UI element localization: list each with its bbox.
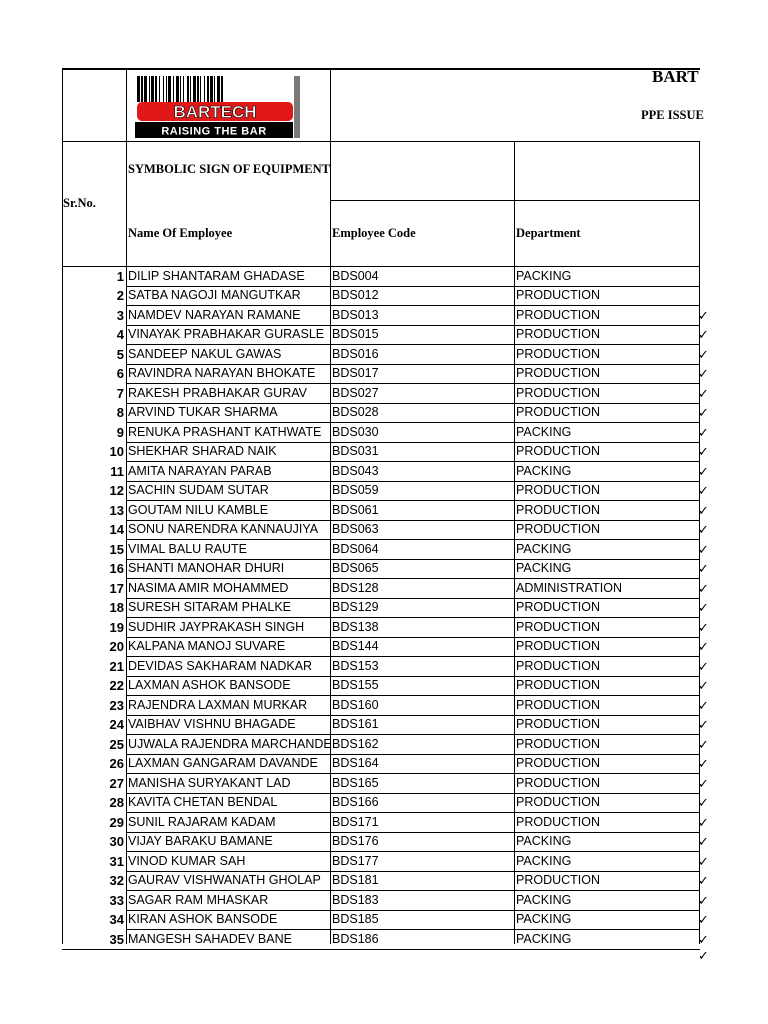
row-srno: 4: [116, 327, 124, 342]
row-employee-code: BDS016: [332, 346, 379, 361]
row-check-icon: ✓: [698, 775, 709, 791]
row-department: PACKING: [516, 424, 572, 439]
row-employee-name: RENUKA PRASHANT KATHWATE: [128, 424, 322, 439]
row-department: PRODUCTION: [516, 814, 601, 829]
row-srno: 33: [109, 892, 124, 908]
row-srno: 20: [109, 639, 124, 654]
row-check-icon: ✓: [698, 912, 709, 927]
row-employee-code: BDS064: [332, 541, 379, 556]
row-employee-code: BDS028: [332, 405, 379, 419]
company-title: BART: [652, 67, 699, 86]
bartech-logo: [131, 72, 304, 140]
row-employee-name: MANGESH SAHADEV BANE: [128, 931, 292, 946]
row-srno: 10: [109, 444, 124, 459]
row-check-icon: ✓: [698, 561, 709, 576]
row-srno: 15: [109, 541, 124, 557]
row-employee-name: SATBA NAGOJI MANGUTKAR: [128, 288, 301, 302]
column-header-department: Department: [516, 226, 581, 240]
row-srno: 8: [116, 405, 124, 420]
row-department: PRODUCTION: [516, 756, 601, 770]
row-check-icon: ✓: [698, 600, 709, 615]
row-srno: 23: [109, 697, 124, 713]
row-employee-name: KIRAN ASHOK BANSODE: [128, 912, 278, 926]
row-employee-name: VINOD KUMAR SAH: [128, 853, 246, 868]
row-check-icon: ✓: [698, 697, 709, 713]
row-employee-code: BDS153: [332, 658, 379, 673]
row-department: PRODUCTION: [516, 483, 601, 497]
row-srno: 28: [109, 795, 124, 810]
row-employee-code: BDS186: [332, 931, 379, 946]
row-employee-code: BDS165: [332, 775, 379, 790]
logo-brand-text: BARTECH: [173, 102, 257, 122]
row-employee-code: BDS043: [332, 463, 379, 478]
row-department: PRODUCTION: [516, 775, 601, 790]
row-srno: 7: [116, 385, 124, 401]
trailing-check-icon: ✓: [698, 948, 709, 963]
row-check-icon: ✓: [698, 853, 709, 869]
row-check-icon: ✓: [698, 327, 709, 342]
row-srno: 31: [109, 853, 124, 869]
row-department: PACKING: [516, 561, 572, 575]
barcode-icon: [137, 76, 223, 102]
row-employee-code: BDS061: [332, 502, 379, 517]
row-department: PRODUCTION: [516, 619, 601, 634]
row-check-icon: ✓: [698, 483, 709, 498]
row-employee-code: BDS166: [332, 795, 379, 809]
row-srno: 13: [109, 502, 124, 518]
column-header-code: Employee Code: [332, 226, 416, 240]
row-employee-name: LAXMAN ASHOK BANSODE: [128, 678, 291, 692]
row-srno: 12: [109, 483, 124, 498]
row-employee-name: NAMDEV NARAYAN RAMANE: [128, 307, 301, 322]
row-department: PACKING: [516, 912, 572, 926]
row-check-icon: ✓: [698, 580, 709, 596]
row-employee-code: BDS015: [332, 327, 379, 341]
row-srno: 30: [109, 834, 124, 849]
row-employee-code: BDS012: [332, 288, 379, 302]
row-employee-code: BDS160: [332, 697, 379, 712]
row-srno: 19: [109, 619, 124, 635]
row-employee-name: VINAYAK PRABHAKAR GURASLE: [128, 327, 325, 341]
row-department: PRODUCTION: [516, 678, 601, 692]
row-check-icon: ✓: [698, 385, 709, 401]
column-header-name: Name Of Employee: [128, 226, 233, 240]
row-check-icon: ✓: [698, 931, 709, 947]
row-employee-name: SANDEEP NAKUL GAWAS: [128, 346, 282, 361]
row-employee-name: GAURAV VISHWANATH GHOLAP: [128, 873, 321, 887]
header-divider: [62, 141, 700, 142]
row-employee-code: BDS176: [332, 834, 379, 848]
row-check-icon: ✓: [698, 619, 709, 635]
row-srno: 35: [109, 931, 124, 947]
row-department: PRODUCTION: [516, 697, 601, 712]
row-department: ADMINISTRATION: [516, 580, 623, 595]
row-employee-name: RAKESH PRABHAKAR GURAV: [128, 385, 307, 400]
symbolic-sign-label: SYMBOLIC SIGN OF EQUIPMENT: [128, 162, 330, 176]
col-code-divider: [514, 142, 515, 944]
row-check-icon: ✓: [698, 736, 709, 752]
row-employee-name: SUDHIR JAYPRAKASH SINGH: [128, 619, 305, 634]
row-check-icon: ✓: [698, 795, 709, 810]
row-employee-name: ARVIND TUKAR SHARMA: [128, 405, 278, 419]
row-srno: 17: [109, 580, 124, 596]
row-employee-name: SAGAR RAM MHASKAR: [128, 892, 269, 907]
row-check-icon: ✓: [698, 834, 709, 849]
row-department: PRODUCTION: [516, 307, 601, 322]
row-employee-name: SACHIN SUDAM SUTAR: [128, 483, 269, 497]
row-department: PRODUCTION: [516, 717, 601, 731]
row-employee-name: UJWALA RAJENDRA MARCHANDE: [128, 736, 332, 751]
row-employee-code: BDS063: [332, 522, 379, 536]
row-employee-code: BDS059: [332, 483, 379, 497]
row-employee-code: BDS004: [332, 268, 379, 283]
row-employee-code: BDS129: [332, 600, 379, 614]
row-employee-code: BDS162: [332, 736, 379, 751]
row-employee-name: LAXMAN GANGARAM DAVANDE: [128, 756, 318, 770]
row-employee-name: DEVIDAS SAKHARAM NADKAR: [128, 658, 313, 673]
row-department: PACKING: [516, 541, 572, 556]
row-employee-code: BDS185: [332, 912, 379, 926]
row-department: PACKING: [516, 853, 572, 868]
row-srno: 9: [116, 424, 124, 440]
row-check-icon: ✓: [698, 307, 709, 323]
row-check-icon: ✓: [698, 541, 709, 557]
row-srno: 25: [109, 736, 124, 752]
row-employee-code: BDS030: [332, 424, 379, 439]
row-check-icon: ✓: [698, 522, 709, 537]
row-srno: 16: [109, 561, 124, 576]
logo-tagline-text: RAISING THE BAR: [161, 125, 267, 138]
row-check-icon: ✓: [698, 814, 709, 830]
row-department: PRODUCTION: [516, 366, 601, 380]
row-employee-code: BDS013: [332, 307, 379, 322]
row-department: PACKING: [516, 463, 572, 478]
row-department: PRODUCTION: [516, 327, 601, 341]
row-srno: 29: [109, 814, 124, 830]
symbolic-divider: [330, 200, 700, 201]
table-top-border: [62, 68, 700, 70]
row-srno: 3: [116, 307, 124, 323]
column-header-srno: Sr.No.: [63, 196, 96, 210]
row-employee-code: BDS164: [332, 756, 379, 770]
row-check-icon: ✓: [698, 892, 709, 908]
row-srno: 1: [116, 268, 124, 284]
row-employee-name: VAIBHAV VISHNU BHAGADE: [128, 717, 296, 731]
row-employee-name: SHEKHAR SHARAD NAIK: [128, 444, 277, 458]
row-employee-name: SONU NARENDRA KANNAUJIYA: [128, 522, 319, 536]
row-department: PACKING: [516, 931, 572, 946]
row-employee-code: BDS171: [332, 814, 379, 829]
row-employee-name: NASIMA AMIR MOHAMMED: [128, 580, 289, 595]
row-employee-name: SURESH SITARAM PHALKE: [128, 600, 292, 614]
row-srno: 32: [109, 873, 124, 888]
row-department: PACKING: [516, 268, 572, 283]
row-check-icon: ✓: [698, 717, 709, 732]
row-employee-name: VIJAY BARAKU BAMANE: [128, 834, 273, 848]
row-department: PRODUCTION: [516, 444, 601, 458]
row-department: PRODUCTION: [516, 288, 601, 302]
row-department: PRODUCTION: [516, 522, 601, 536]
row-check-icon: ✓: [698, 639, 709, 654]
row-department: PRODUCTION: [516, 346, 601, 361]
row-employee-name: DILIP SHANTARAM GHADASE: [128, 268, 305, 283]
row-department: PRODUCTION: [516, 639, 601, 653]
row-department: PRODUCTION: [516, 736, 601, 751]
row-check-icon: ✓: [698, 873, 709, 888]
row-employee-code: BDS161: [332, 717, 379, 731]
row-department: PRODUCTION: [516, 658, 601, 673]
row-srno: 24: [109, 717, 124, 732]
row-employee-code: BDS138: [332, 619, 379, 634]
row-srno: 22: [109, 678, 124, 693]
row-check-icon: ✓: [698, 463, 709, 479]
row-employee-name: AMITA NARAYAN PARAB: [128, 463, 272, 478]
row-employee-code: BDS144: [332, 639, 379, 653]
row-check-icon: ✓: [698, 756, 709, 771]
row-employee-name: GOUTAM NILU KAMBLE: [128, 502, 269, 517]
row-srno: 34: [109, 912, 124, 927]
row-employee-code: BDS128: [332, 580, 379, 595]
row-srno: 26: [109, 756, 124, 771]
row-check-icon: ✓: [698, 366, 709, 381]
row-department: PRODUCTION: [516, 385, 601, 400]
row-check-icon: ✓: [698, 444, 709, 459]
table-bottom-border: [62, 949, 700, 950]
row-employee-code: BDS183: [332, 892, 379, 907]
row-employee-name: KAVITA CHETAN BENDAL: [128, 795, 278, 809]
row-srno: 27: [109, 775, 124, 791]
row-department: PRODUCTION: [516, 405, 601, 419]
row-employee-name: MANISHA SURYAKANT LAD: [128, 775, 291, 790]
row-employee-name: VIMAL BALU RAUTE: [128, 541, 248, 556]
row-srno: 18: [109, 600, 124, 615]
row-check-icon: ✓: [698, 658, 709, 674]
row-employee-name: KALPANA MANOJ SUVARE: [128, 639, 286, 653]
row-department: PRODUCTION: [516, 502, 601, 517]
row-employee-name: SHANTI MANOHAR DHURI: [128, 561, 285, 575]
row-check-icon: ✓: [698, 405, 709, 420]
row-srno: 21: [109, 658, 124, 674]
row-check-icon: ✓: [698, 424, 709, 440]
row-department: PRODUCTION: [516, 873, 601, 887]
row-employee-code: BDS017: [332, 366, 379, 380]
row-department: PACKING: [516, 892, 572, 907]
row-srno: 5: [116, 346, 124, 362]
row-srno: 14: [109, 522, 124, 537]
row-employee-code: BDS031: [332, 444, 379, 458]
row-srno: 6: [116, 366, 124, 381]
row-department: PRODUCTION: [516, 600, 601, 614]
row-department: PRODUCTION: [516, 795, 601, 809]
row-srno: 2: [116, 288, 124, 303]
row-employee-name: RAJENDRA LAXMAN MURKAR: [128, 697, 308, 712]
row-employee-code: BDS177: [332, 853, 379, 868]
row-employee-code: BDS065: [332, 561, 379, 575]
row-department: PACKING: [516, 834, 572, 848]
row-check-icon: ✓: [698, 502, 709, 518]
row-check-icon: ✓: [698, 346, 709, 362]
row-employee-code: BDS027: [332, 385, 379, 400]
row-employee-code: BDS181: [332, 873, 379, 887]
row-employee-name: SUNIL RAJARAM KADAM: [128, 814, 276, 829]
row-employee-code: BDS155: [332, 678, 379, 692]
document-subtitle: PPE ISSUE: [641, 108, 704, 122]
row-check-icon: ✓: [698, 678, 709, 693]
row-employee-name: RAVINDRA NARAYAN BHOKATE: [128, 366, 316, 380]
row-srno: 11: [110, 463, 124, 479]
